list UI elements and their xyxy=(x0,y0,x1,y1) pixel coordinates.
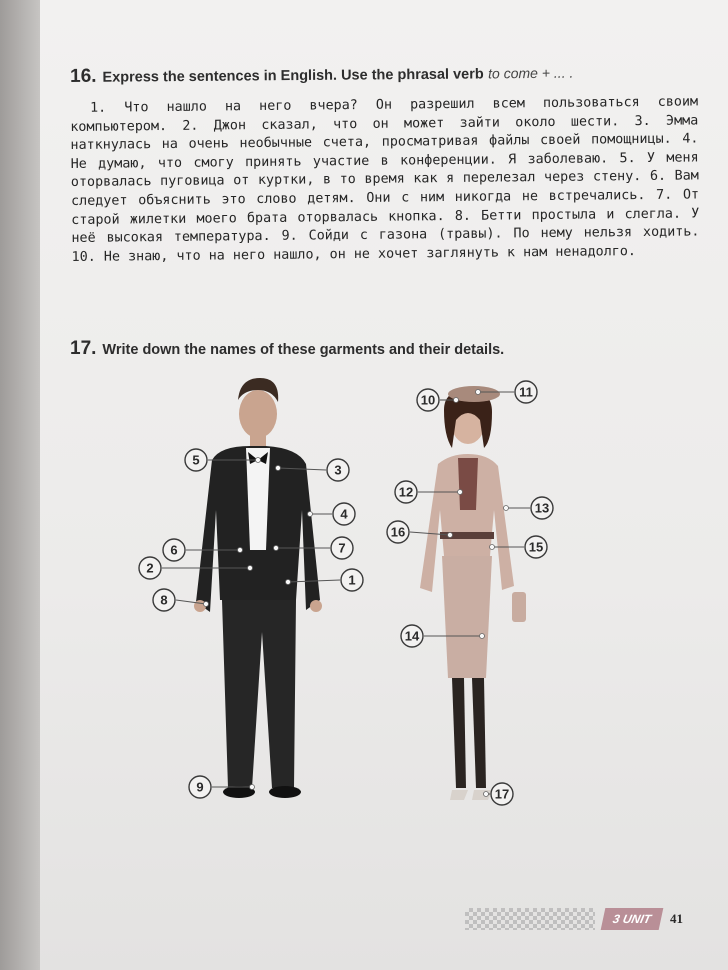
callout-label-11: 11 xyxy=(519,384,533,400)
callout-label-17: 17 xyxy=(494,786,510,802)
exercise-17-number: 17. xyxy=(70,338,97,359)
callout-label-3: 3 xyxy=(334,462,342,478)
callout-label-4: 4 xyxy=(340,506,348,522)
textbook-page xyxy=(40,0,728,970)
callout-4 xyxy=(308,503,356,525)
checkered-decoration xyxy=(465,908,595,930)
callout-label-2: 2 xyxy=(146,560,154,576)
callout-13 xyxy=(504,497,554,519)
exercise-16-title: Express the sentences in English. Use the phrasal verb xyxy=(102,66,484,86)
book-gutter xyxy=(0,0,40,970)
callout-label-14: 14 xyxy=(404,628,420,644)
page-number: 41 xyxy=(670,911,683,926)
exercise-16-hint: to come + ... . xyxy=(488,64,574,82)
callout-label-13: 13 xyxy=(534,500,550,516)
callout-17 xyxy=(484,783,514,805)
callout-label-7: 7 xyxy=(338,540,346,556)
callout-label-12: 12 xyxy=(398,484,414,500)
woman-in-suit-figure xyxy=(420,386,526,800)
exercise-17-heading xyxy=(70,338,504,360)
callout-label-8: 8 xyxy=(160,592,168,608)
callout-label-16: 16 xyxy=(390,524,406,540)
callout-label-10: 10 xyxy=(420,392,436,408)
man-in-tuxedo-figure xyxy=(194,378,322,798)
callout-label-9: 9 xyxy=(196,779,204,795)
callout-label-6: 6 xyxy=(170,542,178,558)
callout-label-5: 5 xyxy=(192,452,200,468)
garments-illustration xyxy=(40,360,728,840)
exercise-16-heading xyxy=(70,62,573,88)
callout-label-1: 1 xyxy=(348,572,356,588)
exercise-17-title: Write down the names of these garments and their details. xyxy=(102,342,505,358)
page-footer xyxy=(465,905,705,931)
exercise-16-number: 16. xyxy=(70,65,97,87)
unit-badge: 3 UNIT xyxy=(601,908,664,930)
callout-label-15: 15 xyxy=(528,539,544,555)
exercise-16-text xyxy=(70,93,700,267)
exercise-16-paragraph: 1. Что нашло на него вчера? Он разрешил всем пользоваться своим компьютером. 2. Джон сказал, что он может зайти около шести. 3. Эмма наткнулась на очень необычные счета, просматривая файлы своей помощницы. 4. Не думаю, что смогу принять участие в конференции. Я заболеваю. 5. У меня оторвалась пуговица от куртки, в то время как я перелезал через стену. 6. Вам следует объяснить это слово детям. Они с ним никогда не встречались. 7. От старой жилетки моего брата оторвалась кнопка. 8. Бетти простыла и слегла. У неё высокая температура. 9. Сойди с газона (травы). По нему нельзя ходить. 10. Не знаю, что на него нашло, он не хочет заглянуть к нам ненадолго. xyxy=(70,94,700,265)
